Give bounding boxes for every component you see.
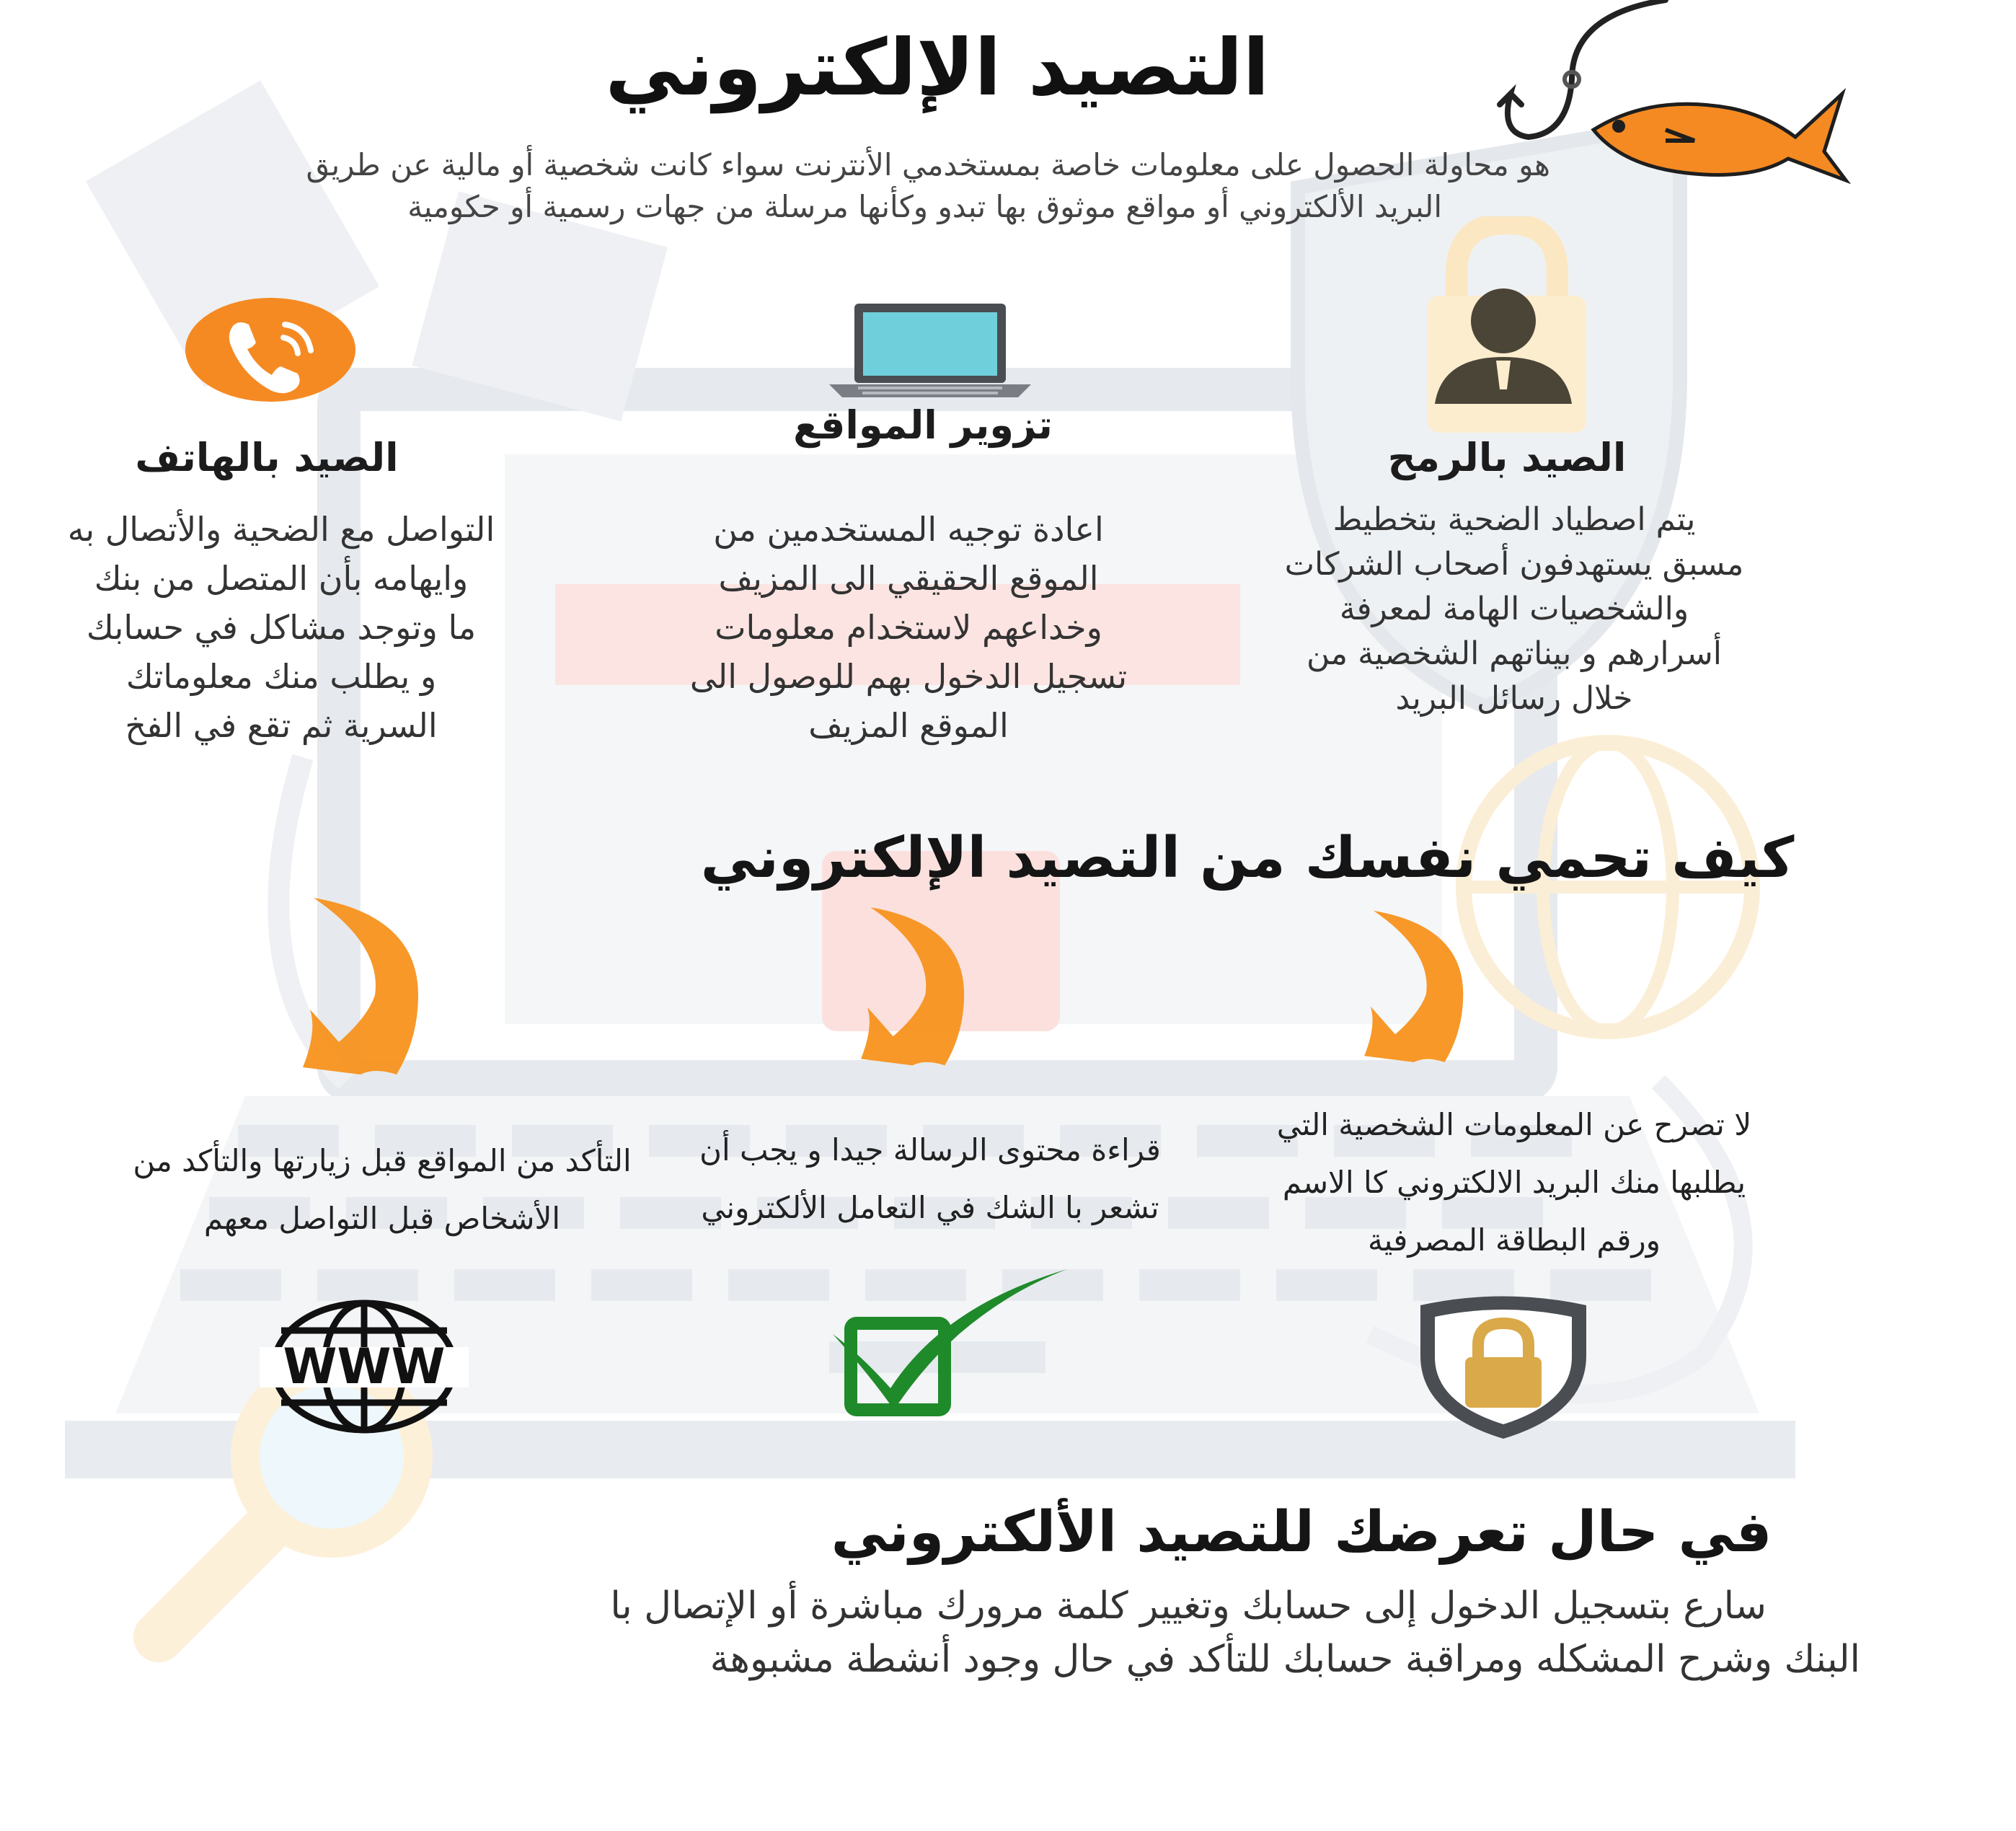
text-line: خلال رسائل البريد (1395, 680, 1633, 717)
text-line: مسبق يستهدفون أصحاب الشركات (1284, 546, 1744, 583)
curved-arrow-icon (854, 894, 977, 1082)
phone-icon (184, 296, 357, 404)
text-line: الموقع الحقيقي الى المزيف (718, 559, 1099, 598)
protect-title: كيف تحمي نفسك من التصيد الإلكتروني (700, 826, 1795, 891)
type-text-phone (14, 505, 548, 750)
laptop-icon (829, 299, 1031, 400)
intro-text (65, 144, 1550, 228)
text-line: يتم اصطياد الضحية بتخطيط (1332, 501, 1696, 538)
text-line: و يطلب منك معلوماتك (125, 657, 437, 696)
tip-line: التأكد من المواقع قبل زيارتها والتأكد من (133, 1143, 632, 1178)
shield-lock-icon (1413, 1291, 1593, 1442)
type-title-site-spoofing: تزوير المواقع (793, 402, 1053, 448)
svg-text:WWW: WWW (283, 1338, 446, 1395)
intro-line: البريد الألكتروني أو مواقع موثوق بها تبدو وكأنها مرسلة من جهات رسمية أو حكومية (407, 189, 1442, 224)
exposed-title: في حال تعرضك للتصيد الألكتروني (831, 1500, 1772, 1565)
type-title-phone: الصيد بالهاتف (135, 435, 399, 480)
type-text-site-spoofing (620, 505, 1197, 750)
tip-read-carefully (671, 1121, 1190, 1237)
tip-line: تشعر با الشك في التعامل الألكتروني (701, 1190, 1159, 1225)
type-text-spear (1226, 498, 1803, 721)
text-line: أسرارهم و بيناتهم الشخصية من (1307, 635, 1722, 672)
intro-line: هو محاولة الحصول على معلومات خاصة بمستخدمي الأنترنت سواء كانت شخصية أو مالية عن طريق (306, 147, 1550, 182)
exposed-text (389, 1579, 1860, 1686)
page-title: التصيد الإلكتروني (605, 23, 1270, 113)
text-line: التواصل مع الضحية والأتصال به (67, 510, 495, 549)
text-line: والشخصيات الهامة لمعرفة (1339, 591, 1689, 627)
locked-person-icon (1413, 216, 1601, 433)
exposed-line: سارع بتسجيل الدخول إلى حسابك وتغيير كلمة مرورك مباشرة أو الإتصال با (610, 1584, 1767, 1628)
tip-line: لا تصرح عن المعلومات الشخصية التي (1276, 1107, 1752, 1142)
exposed-line: البنك وشرح المشكله ومراقبة حسابك للتأكد في حال وجود أنشطة مشبوهة (709, 1638, 1860, 1681)
text-line: وخداعهم لاستخدام معلومات (715, 608, 1102, 647)
checkmark-icon (829, 1262, 1074, 1428)
text-line: ما وتوجد مشاكل في حسابك (86, 608, 477, 647)
tip-no-personal-info (1240, 1096, 1788, 1269)
text-line: السرية ثم تقع في الفخ (125, 706, 438, 745)
www-globe-icon (260, 1298, 469, 1435)
tip-line: قراءة محتوى الرسالة جيدا و يجب أن (699, 1132, 1161, 1168)
text-line: وايهامه بأن المتصل من بنك (94, 559, 469, 598)
tip-line: ورقم البطاقة المصرفية (1368, 1222, 1661, 1258)
curved-arrow-icon (296, 887, 433, 1089)
type-title-spear: الصيد بالرمح (1387, 435, 1627, 480)
text-line: اعادة توجيه المستخدمين من (713, 510, 1104, 549)
tip-line: يطلبها منك البريد الالكتروني كا الاسم (1282, 1165, 1746, 1200)
tip-verify-sites (108, 1132, 656, 1248)
tip-line: الأشخاص قبل التواصل معهم (203, 1201, 561, 1236)
text-line: الموقع المزيف (808, 706, 1009, 745)
text-line: تسجيل الدخول بهم للوصول الى (689, 657, 1128, 696)
curved-arrow-icon (1356, 901, 1478, 1075)
